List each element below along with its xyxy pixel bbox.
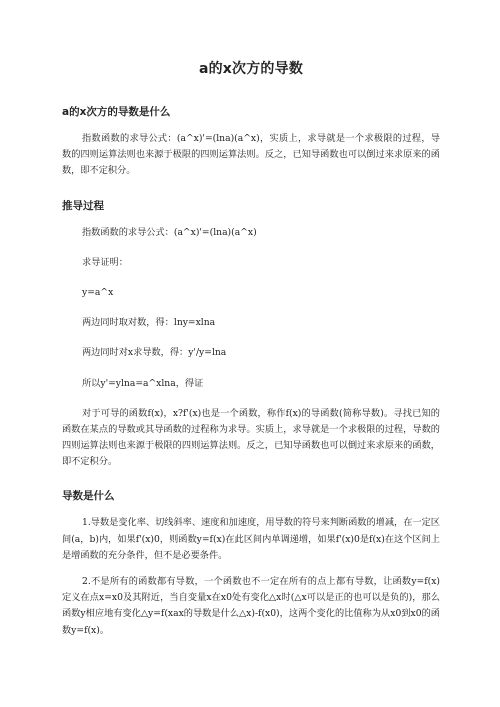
section-what-is: [62, 104, 440, 180]
paragraph: 对于可导的函数f(x)，x?f'(x)也是一个函数，称作f(x)的导函数(简称导数)。寻找已知的函数在某点的导数或其导函数的过程称为求导。实质上，求导就是一个求极限的过程，导数的四则运算法则也来源于极限的四则运算法则。反之，已知导函数也可以倒过来求原来的函数，即不定积分。: [62, 407, 440, 468]
derivation-line: 两边同时对x求导数，得：y'/y=lna: [82, 347, 227, 359]
paragraph: 2.不是所有的函数都有导数，一个函数也不一定在所有的点上都有导数，让函数y=f(x)定义在点x=x0及其附近，当自变量x在x0处有变化△x时(△x可以是正的也可以是负的)，那么函数y相应地有变化△y=f(xax的导数是什么△x)-f(x0)，这两个变化的比值称为从x0到x0的函数y=f(x)。: [62, 576, 440, 636]
derivation-line: 两边同时取对数，得：lny=xlna: [82, 317, 216, 329]
section-heading: 推导过程: [62, 199, 104, 212]
derivation-line: 指数函数的求导公式：(a^x)'=(lna)(a^x): [82, 226, 257, 238]
derivation-line: 所以y'=ylna=a^xlna，得证: [82, 377, 204, 389]
page-title: a的x次方的导数: [198, 61, 304, 77]
paragraph: 1.导数是变化率、切线斜率、速度和加速度，用导数的符号来判断函数的增减，在一定区间(a，b)内，如果f'(x)0，则函数y=f(x)在此区间内单调递增，如果f'(x)0是f(x)在这个区间上是增函数的充分条件，但不是必要条件。: [62, 517, 440, 561]
derivation-line: 求导证明：: [82, 256, 128, 268]
section-what-is-derivative: [62, 488, 440, 638]
derivation-line: y=a^x: [82, 286, 114, 298]
section-derivation: [62, 198, 440, 471]
section-heading: a的x次方的导数是什么: [62, 106, 171, 118]
section-heading: 导数是什么: [62, 490, 115, 503]
paragraph: 指数函数的求导公式：(a^x)'=(lna)(a^x)，实质上，求导就是一个求极限的过程，导数的四则运算法则也来源于极限的四则运算法则。反之，已知导函数也可以倒过来求原来的函数，即不定积分。: [62, 133, 440, 177]
